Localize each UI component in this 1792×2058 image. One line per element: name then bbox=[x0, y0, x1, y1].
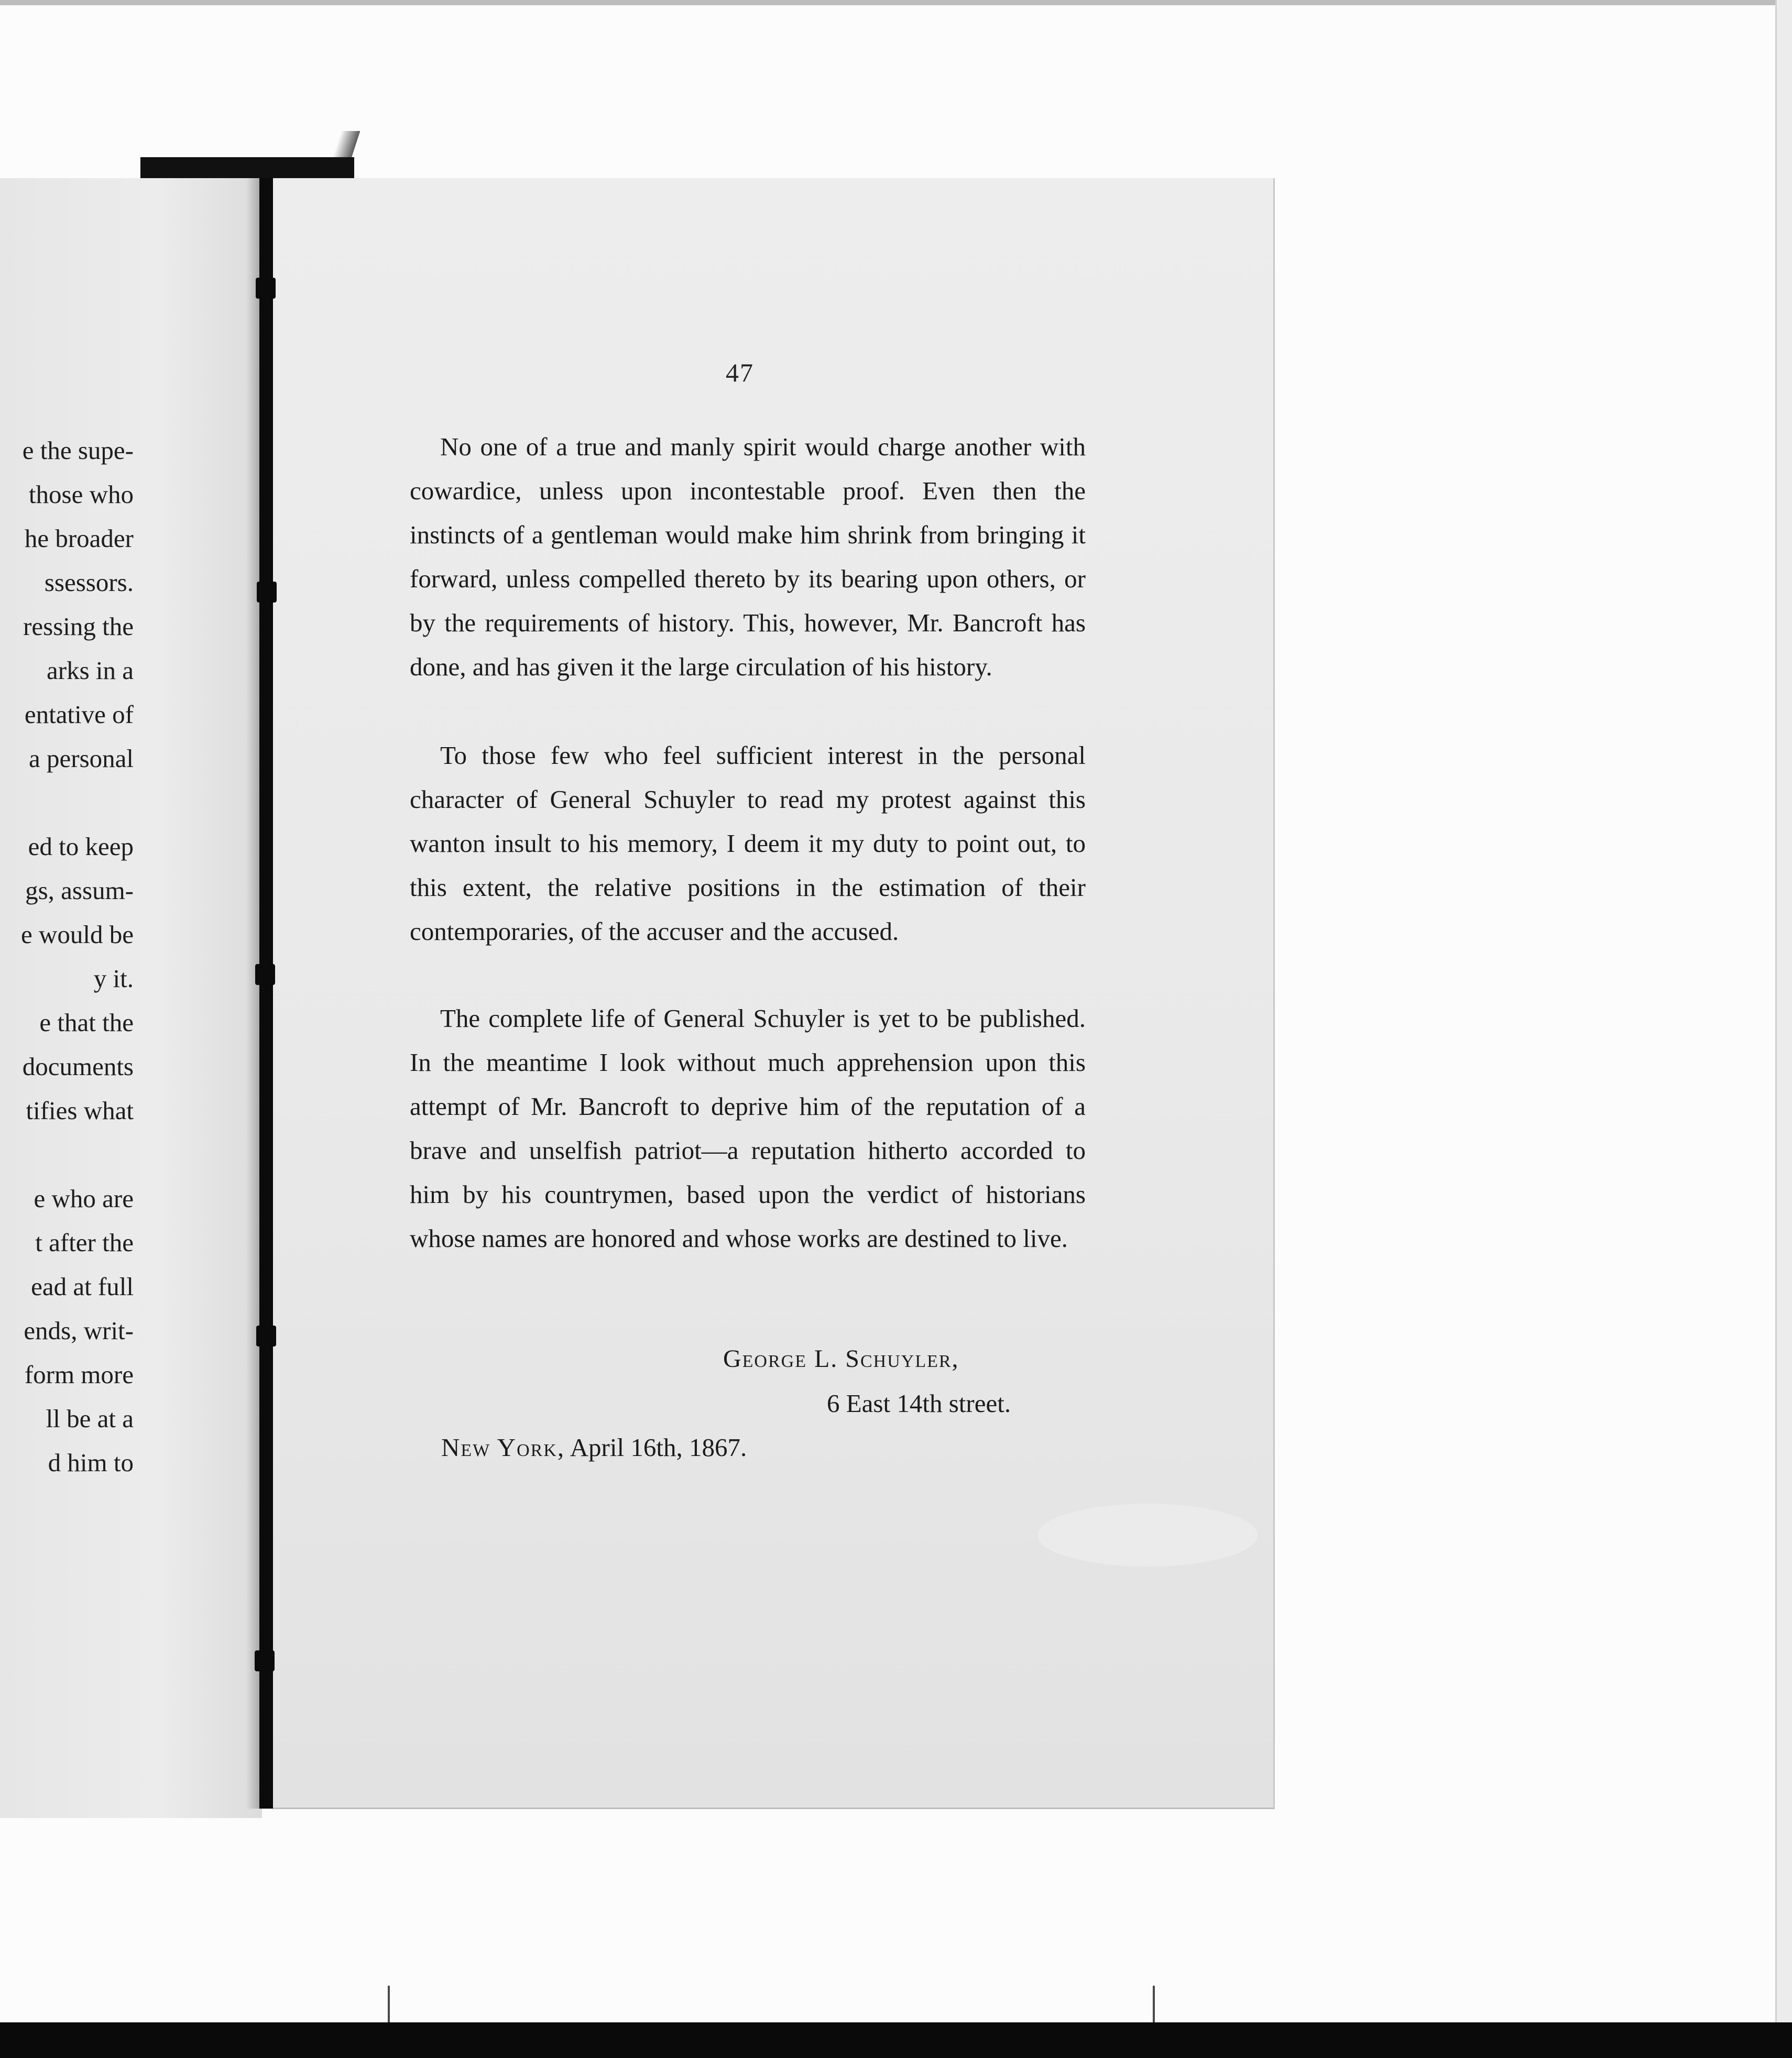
left-line: gs, assum- bbox=[25, 876, 134, 905]
scan-edge-tick bbox=[1153, 1986, 1155, 2022]
left-line: documents bbox=[22, 1052, 134, 1081]
scan-right-edge bbox=[1775, 0, 1792, 2022]
left-page bbox=[0, 178, 262, 1818]
paragraph-text: No one of a true and manly spirit would charge another with cowardice, unless upon incontestable proof. Even then the instincts of a gentleman would make him shrink from bringing it forward, unless compelled thereto by its bearing upon others, or by the requirements of history. This, however, Mr. Bancroft has done, and has given it the large circulation of his history. bbox=[410, 432, 1086, 681]
left-line: ead at full bbox=[31, 1272, 134, 1301]
left-line: ll be at a bbox=[46, 1404, 134, 1433]
left-line: those who bbox=[28, 480, 134, 509]
book-binding bbox=[259, 178, 273, 1809]
body-paragraph-2 bbox=[410, 734, 1086, 954]
binding-notch bbox=[257, 582, 277, 603]
binding-notch bbox=[255, 964, 275, 985]
scan-bottom-edge bbox=[0, 2022, 1792, 2058]
place: New York, bbox=[441, 1433, 565, 1462]
left-line: y it. bbox=[93, 964, 134, 993]
signature-name: George L. Schuyler, bbox=[723, 1345, 959, 1373]
scan-edge-tick bbox=[388, 1986, 390, 2022]
scan-top-edge bbox=[0, 0, 1792, 5]
left-line: ends, writ- bbox=[24, 1316, 134, 1345]
page-smudge bbox=[1037, 1504, 1258, 1567]
left-line: entative of bbox=[24, 700, 134, 729]
left-line: ressing the bbox=[23, 612, 134, 641]
left-line: t after the bbox=[35, 1228, 134, 1257]
left-line: arks in a bbox=[47, 656, 134, 685]
binding-notch bbox=[256, 278, 276, 299]
body-paragraph-1 bbox=[410, 425, 1086, 689]
left-line: e the supe- bbox=[22, 436, 134, 465]
date: April 16th, 1867. bbox=[570, 1433, 747, 1462]
signature-address: 6 East 14th street. bbox=[827, 1389, 1011, 1418]
left-line: e that the bbox=[39, 1008, 134, 1037]
binding-notch bbox=[256, 1326, 276, 1347]
left-line: he broader bbox=[24, 524, 134, 553]
left-line: ssessors. bbox=[44, 568, 134, 597]
binding-notch bbox=[255, 1650, 275, 1671]
left-line: e would be bbox=[21, 920, 134, 949]
left-line: form more bbox=[24, 1360, 134, 1389]
left-page-text bbox=[0, 429, 134, 1485]
place-and-date bbox=[441, 1432, 747, 1462]
left-line: tifies what bbox=[26, 1096, 134, 1125]
left-line bbox=[0, 781, 134, 825]
paragraph-text: The complete life of General Schuyler is yet to be published. In the meantime I look without much apprehension upon this attempt of Mr. Bancroft to deprive him of the reputation of a brave and unselfish patriot—a reputation hitherto accorded to him by his countrymen, based upon the verdict of historians whose names are honored and whose works are destined to live. bbox=[410, 1004, 1086, 1253]
left-line: a personal bbox=[29, 744, 134, 773]
page-number: 47 bbox=[726, 358, 754, 387]
left-line: d him to bbox=[48, 1448, 134, 1477]
left-line: ed to keep bbox=[28, 832, 134, 861]
binding-shadow bbox=[246, 178, 261, 1809]
left-line bbox=[0, 1133, 134, 1177]
body-paragraph-3 bbox=[410, 997, 1086, 1261]
left-line: e who are bbox=[34, 1184, 134, 1213]
paragraph-text: To those few who feel sufficient interest in the personal character of General Schuyler to read my protest against this wanton insult to his memory, I deem it my duty to point out, to this extent, the relative positions in the estimation of their contemporaries, of the accuser and the accused. bbox=[410, 741, 1086, 946]
